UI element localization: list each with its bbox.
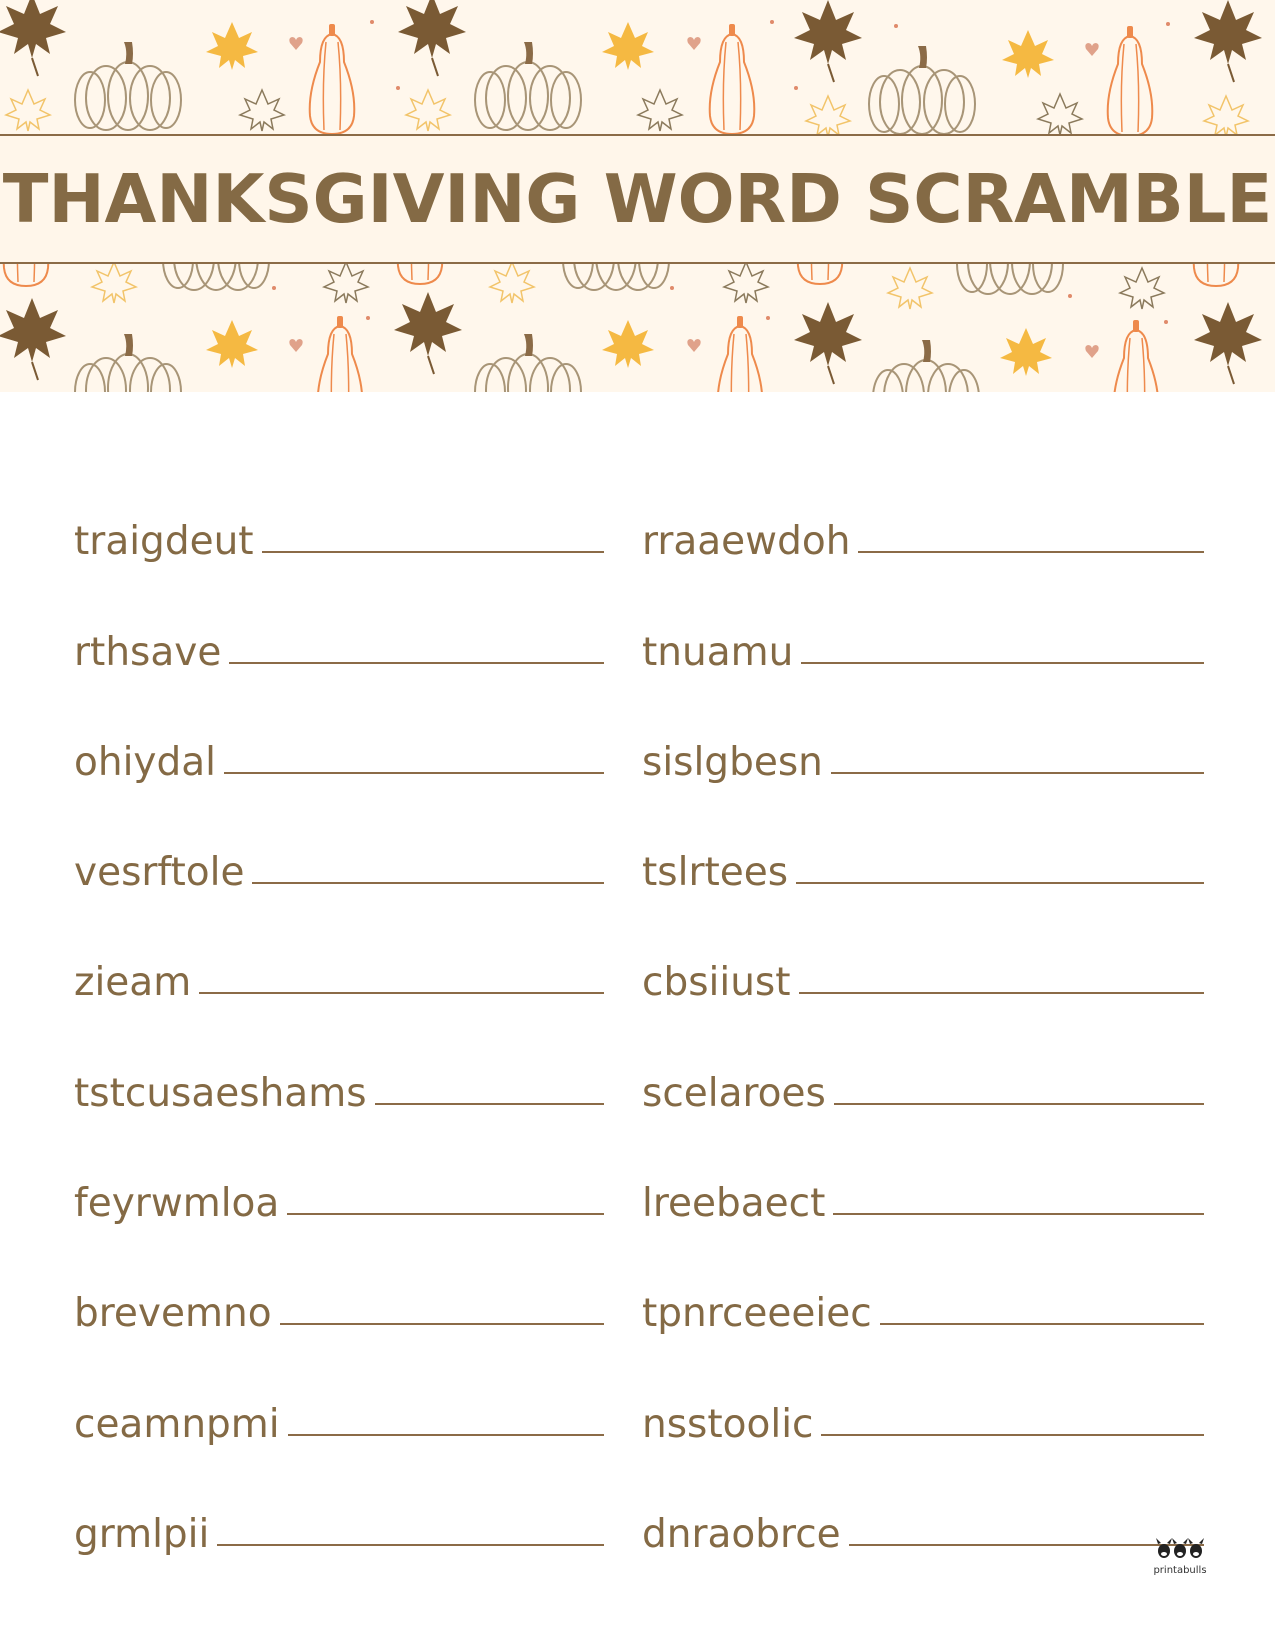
scramble-row	[642, 676, 1204, 786]
title-band	[0, 134, 1275, 264]
answer-line[interactable]	[288, 1434, 604, 1436]
scrambled-word: tslrtees	[642, 850, 789, 896]
scrambled-word: traigdeut	[74, 519, 254, 565]
answer-line[interactable]	[801, 662, 1204, 664]
scramble-row	[642, 455, 1204, 565]
bull-icon	[1156, 1538, 1204, 1560]
page-title: THANKSGIVING WORD SCRAMBLE	[2, 160, 1273, 238]
header-banner	[0, 0, 1275, 392]
scramble-row	[642, 896, 1204, 1006]
answer-line[interactable]	[821, 1434, 1204, 1436]
answer-line[interactable]	[831, 772, 1204, 774]
scramble-row	[74, 1227, 604, 1337]
scrambled-word: scelaroes	[642, 1070, 826, 1116]
scrambled-word: rthsave	[74, 629, 222, 675]
scramble-row	[642, 1117, 1204, 1227]
scramble-row	[74, 786, 604, 896]
scrambled-word: tstcusaeshams	[74, 1070, 367, 1116]
scramble-row	[74, 455, 604, 565]
scrambled-word: grmlpii	[74, 1511, 210, 1557]
answer-line[interactable]	[224, 772, 604, 774]
scramble-row	[642, 786, 1204, 896]
answer-line[interactable]	[217, 1544, 604, 1546]
scrambled-word: cbsiiust	[642, 960, 791, 1006]
left-column	[74, 455, 604, 1558]
answer-line[interactable]	[375, 1103, 604, 1105]
answer-line[interactable]	[199, 992, 604, 994]
scrambled-word: tpnrceeeiec	[642, 1291, 872, 1337]
answer-line[interactable]	[280, 1323, 604, 1325]
answer-line[interactable]	[858, 551, 1204, 553]
scrambled-word: zieam	[74, 960, 192, 1006]
scrambled-word: nsstoolic	[642, 1401, 814, 1447]
scramble-row	[74, 565, 604, 675]
scramble-row	[74, 1337, 604, 1447]
brand-logo	[1140, 1538, 1220, 1582]
scramble-row	[74, 676, 604, 786]
scrambled-word: dnraobrce	[642, 1511, 841, 1557]
scrambled-word: lreebaect	[642, 1181, 826, 1227]
scramble-row	[74, 896, 604, 1006]
word-list	[74, 455, 1204, 1557]
scramble-row	[74, 1006, 604, 1116]
answer-line[interactable]	[262, 551, 604, 553]
scramble-row	[642, 1006, 1204, 1116]
scrambled-word: brevemno	[74, 1291, 272, 1337]
answer-line[interactable]	[252, 882, 604, 884]
scramble-row	[642, 1227, 1204, 1337]
scramble-row	[642, 565, 1204, 675]
answer-line[interactable]	[799, 992, 1204, 994]
answer-line[interactable]	[833, 1213, 1204, 1215]
scrambled-word: ceamnpmi	[74, 1401, 280, 1447]
answer-line[interactable]	[880, 1323, 1204, 1325]
answer-line[interactable]	[229, 662, 604, 664]
scramble-row	[642, 1448, 1204, 1558]
scramble-row	[642, 1337, 1204, 1447]
scrambled-word: tnuamu	[642, 629, 794, 675]
answer-line[interactable]	[287, 1213, 604, 1215]
brand-name: printabulls	[1153, 1565, 1207, 1576]
right-column	[642, 455, 1204, 1558]
scrambled-word: sislgbesn	[642, 739, 823, 785]
scrambled-word: ohiydal	[74, 739, 216, 785]
scrambled-word: vesrftole	[74, 850, 245, 896]
answer-line[interactable]	[834, 1103, 1204, 1105]
scramble-row	[74, 1117, 604, 1227]
scramble-row	[74, 1448, 604, 1558]
scrambled-word: feyrwmloa	[74, 1181, 280, 1227]
answer-line[interactable]	[796, 882, 1204, 884]
scrambled-word: rraaewdoh	[642, 519, 851, 565]
